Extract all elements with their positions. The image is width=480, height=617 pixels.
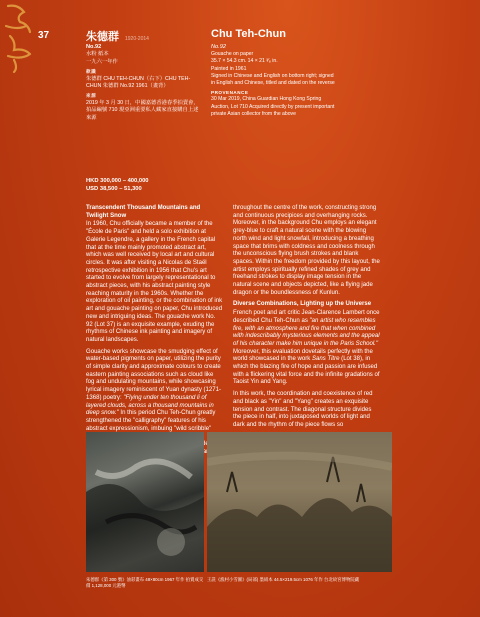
lot-details-english [211, 44, 336, 118]
artist-name-chinese-text: 朱德群 [86, 31, 119, 43]
essay-paragraph-1: In 1960, Chu officially became a member of the "École de Paris" and held a solo exhibition at Galerie Legendre, a gallery in the French capital that at the time mainly promoted abstract art, which was well received by local art and cultural circles. It was after visiting a Nicolas de Staël retrospective exhibition in 1956 that Chu's art started to evolve from largely representational to abstract pieces, with his abstract painting style reaching maturity in the 1960s. Whether the exploration of oil painting, or the combination of ink art and gouache painting on paper, Chu introduced new and intriguing ideas. The gouache work No. 92 (Lot 37) is an exquisite example, exuding the rhythms of Chinese ink painting and imagery of natural landscapes. [86, 221, 223, 343]
lot-details-chinese [86, 44, 201, 122]
essay-p4-text-c: (Lot 38), in which the blazing fire of hope and passion are infused with a flickering vital force and the infinite gradations of Taoist Yin and Yang. [233, 356, 380, 386]
caption-right: 王詵《漁村小雪圖》(局部) 墨絹本 44.5×219.5cm 1076 年作 台北故宮博物院藏 [207, 577, 360, 582]
estimate-hkd: HKD 300,000 – 400,000 [86, 178, 149, 184]
artist-dates: 1920-2014 [125, 36, 149, 42]
provenance-en: 30 Mar 2019, China Guardian Hong Kong Spring Auction, Lot 710 Acquired directly by present important private Asian collector from the above [211, 96, 335, 117]
painted-en: Painted in 1961 [211, 65, 247, 72]
work-number-en: No.92 [211, 44, 226, 50]
essay-p2-quote: "Flying under ten thousand li of layered clouds, across a thousand mountains in deep snow." [86, 394, 214, 417]
calligraphy-logo-icon [2, 2, 36, 74]
comparison-image-wang-shen [207, 432, 392, 572]
provenance-cn: 2019 年 3 月 30 日，中國嘉德香港春季拍賣會，拍品編號 710 現亞洲重要私人藏家直接購自上述來源 [86, 99, 199, 121]
essay-paragraph-3: throughout the centre of the work, constructing strong and continuous precipices and overhanging rocks. Moreover, in the background Chu employs an elegant grey-blue to craft a natural scene with the blowing north wind and light snowfall, introducing a breathing space that brims with coldness and coolness through the unconscious flying brush strokes and blank spaces. Within the freedom provided by this layout, the artist employs spiritually refined shades of grey and freehand strokes to display image tension in the natural scene and objects depicted, like a flying jade dragon or the boundlessness of Kunlun. [233, 205, 380, 296]
artist-name-chinese [86, 28, 149, 44]
essay-p4-text-a: French poet and art critic Jean-Clarence Lambert once described Chu Teh-Chun as [233, 310, 380, 324]
essay-p2-text-a: Gouache works showcase the smudging effect of water-based pigments on paper, utilizing the purity of simple clarity and approximate colours to create eastern painting associations such as cloud like fog and undulating mountains, while showcasing lyrical imagery reminiscent of Yuan dynasty (1271-1368) poetry: [86, 348, 221, 401]
essay-p4-title: Sans Titre [311, 356, 340, 363]
estimate-usd: USD 38,500 – 51,300 [86, 186, 142, 192]
signed-en: Signed in Chinese and English on bottom right; signed in English and Chinese, titled and dated on the reverse [211, 72, 335, 87]
comparison-image-chu-no300 [86, 432, 204, 572]
work-number-cn: No.92 [86, 44, 102, 50]
lot-number: 37 [38, 30, 50, 41]
brand-logo [2, 2, 36, 74]
provenance-heading-cn: 來源 [86, 93, 97, 99]
essay-heading-2: Diverse Combinations, Lighting up the Universe [233, 301, 372, 308]
essay-paragraph-4 [233, 310, 380, 387]
caption-left: 朱德群《第 300 號》油彩畫布 48×80cm 1967 年作 拍賣成交價 1,128,000 元港幣 [86, 577, 204, 588]
inscription-cn: 朱德群 CHU TEH-CHUN（右下）CHU TEH-CHUN 朱德群 No.92 1961（畫背） [86, 75, 191, 90]
abstract-painting-image [86, 432, 204, 572]
essay-column-left [86, 205, 223, 468]
medium-en: Gouache on paper [211, 51, 254, 58]
inscription-heading-cn: 款識 [86, 69, 97, 75]
year-cn: 一九六一年作 [86, 58, 118, 65]
artist-name-english: Chu Teh-Chun [211, 28, 286, 40]
essay-column-right [233, 205, 380, 434]
provenance-heading-en: PROVENANCE [211, 90, 249, 96]
essay-heading-1: Transcendent Thousand Mountains and Twilight Snow [86, 205, 201, 219]
essay-p4-text-b: Moreover, this evaluation dovetails perfectly with the world showcased in the work [233, 348, 373, 363]
landscape-scroll-image [207, 432, 392, 572]
essay-paragraph-5: In this work, the coordination and coexistence of red and black as "Yin" and "Yang" creates an exquisite tension and contrast. The diagonal structure divides the piece in half, into juxtaposed worlds of light and dark and the rhythm of the piece flows so [233, 391, 373, 428]
size-en: 35.7 × 54.3 cm. 14 × 21 ³⁄₈ in. [211, 58, 278, 65]
estimate [86, 177, 149, 193]
essay-p4-quote: "an artist who resembles fire, with an atmosphere and fire that when combined with indescribably mysterious elements and the appeal of his character make him unique in the Paris School." [233, 317, 380, 347]
essay-p2-text-b: In this period Chu Teh-Chun greatly strengthened the "calligraphy" features of his abstract expressionism, imbuing "wild scribble" [86, 410, 216, 432]
medium-cn: 水粉 紙本 [86, 51, 109, 58]
